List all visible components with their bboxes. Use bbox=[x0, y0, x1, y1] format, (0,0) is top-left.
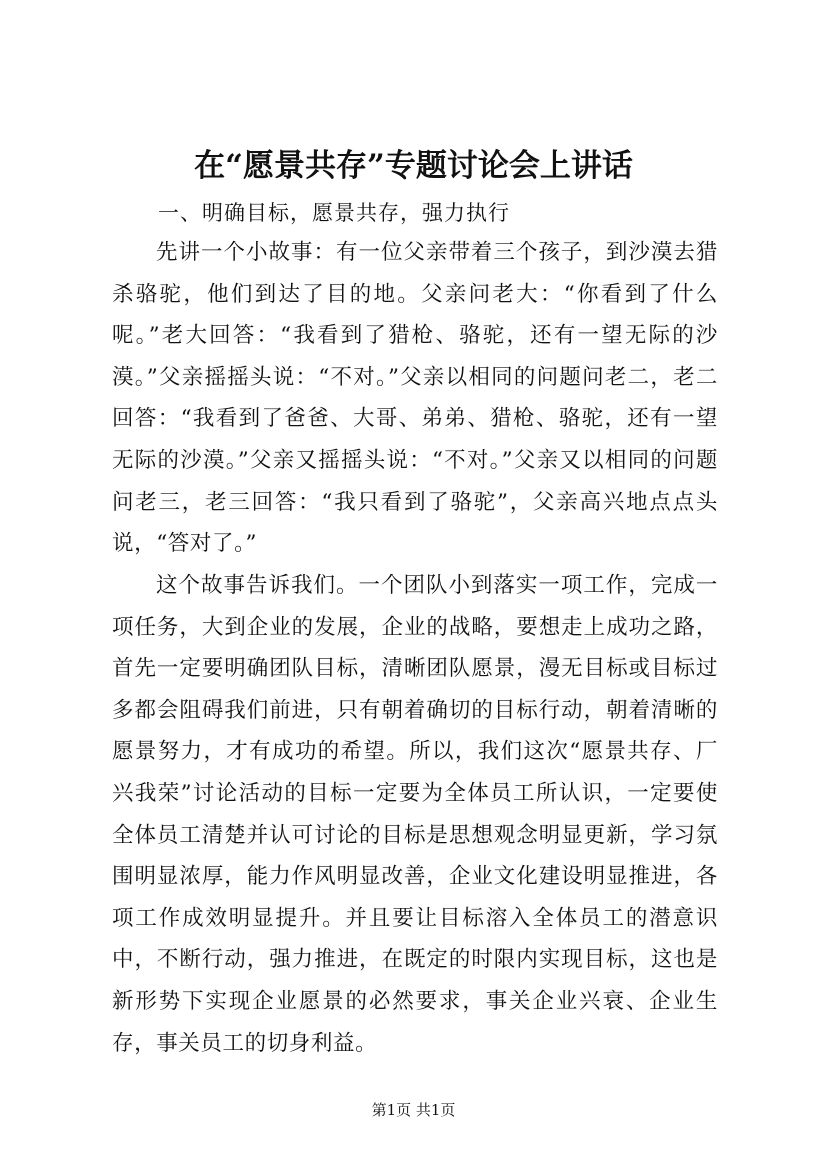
section-heading: 一、明确目标，愿景共存，强力执行 bbox=[158, 201, 510, 225]
body-paragraph: 这个故事告诉我们。一个团队小到落实一项工作，完成一项任务，大到企业的发展，企业的战略，要想走上成功之路，首先一定要明确团队目标，清晰团队愿景，漫无目标或目标过多都会阻碍我们前进，只有朝着确切的目标行动，朝着清晰的愿景努力，才有成功的希望。所以，我们这次“愿景共存、厂兴我荣”讨论活动的目标一定要为全体员工所认识，一定要使全体员工清楚并认可讨论的目标是思想观念明显更新，学习氛围明显浓厚，能力作风明显改善，企业文化建设明显推进，各项工作成效明显提升。并且要让目标溶入全体员工的潜意识中，不断行动，强力推进，在既定的时限内实现目标，这也是新形势下实现企业愿景的必然要求，事关企业兴衰、企业生存，事关员工的切身利益。 bbox=[112, 573, 718, 1056]
page-footer: 第1页 共1页 bbox=[371, 1101, 456, 1119]
document-title: 在“愿景共存”专题讨论会上讲话 bbox=[194, 148, 633, 184]
body-paragraph: 先讲一个小故事：有一位父亲带着三个孩子，到沙漠去猎杀骆驼，他们到达了目的地。父亲问老大：“你看到了什么呢。”老大回答：“我看到了猎枪、骆驼，还有一望无际的沙漠。”父亲摇摇头说：“不对。”父亲以相同的问题问老二，老二回答：“我看到了爸爸、大哥、弟弟、猎枪、骆驼，还有一望无际的沙漠。”父亲又摇摇头说：“不对。”父亲又以相同的问题问老三，老三回答：“我只看到了骆驼”，父亲高兴地点点头说，“答对了。” bbox=[112, 240, 718, 557]
